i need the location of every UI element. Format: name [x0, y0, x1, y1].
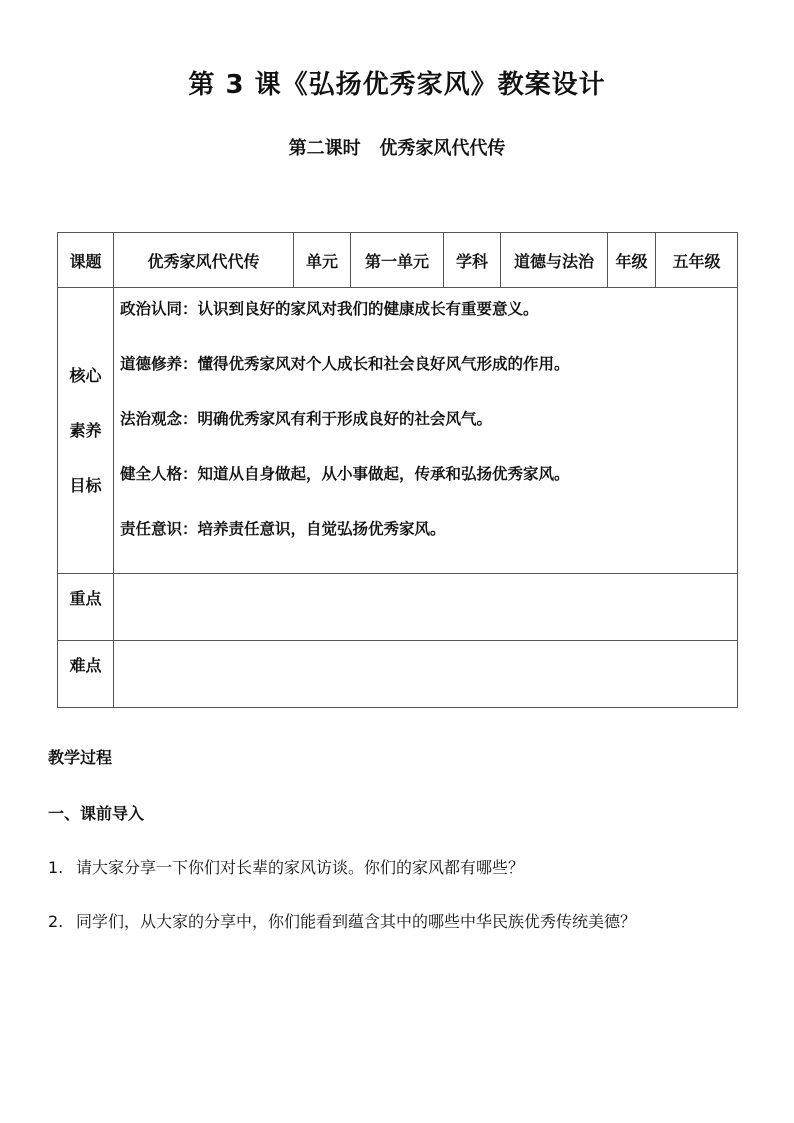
- document-title: 第 3 课《弘扬优秀家风》教案设计: [188, 70, 606, 100]
- goals-row: [58, 288, 738, 574]
- difficulty-value: [114, 641, 738, 708]
- document-subtitle: 第二课时 优秀家风代代传: [288, 138, 506, 159]
- unit-label: 单元: [294, 233, 351, 288]
- goal-political-identity: 政治认同：认识到良好的家风对我们的健康成长有重要意义。: [120, 300, 539, 318]
- unit-value: 第一单元: [351, 233, 444, 288]
- grade-value: 五年级: [656, 233, 738, 288]
- list-item-text: 同学们，从大家的分享中，你们能看到蕴含其中的哪些中华民族优秀传统美德？: [76, 912, 637, 931]
- subject-value: 道德与法治: [501, 233, 608, 288]
- topic-value: 优秀家风代代传: [114, 233, 294, 288]
- table-header-row: [58, 233, 738, 288]
- list-item-number: 2.: [48, 912, 64, 931]
- difficulty-row: [58, 641, 738, 708]
- key-point-value: [114, 574, 738, 641]
- subject-label: 学科: [444, 233, 501, 288]
- topic-label: 课题: [58, 233, 114, 288]
- goal-moral-cultivation: 道德修养：懂得优秀家风对个人成长和社会良好风气形成的作用。: [120, 355, 570, 373]
- goal-sound-personality: 健全人格：知道从自身做起，从小事做起，传承和弘扬优秀家风。: [120, 465, 570, 483]
- key-point-row: [58, 574, 738, 641]
- core-literacy-goals-label: [58, 288, 114, 574]
- teaching-process-heading: 教学过程: [48, 748, 113, 767]
- goals-label-line: 目标: [69, 475, 102, 495]
- key-point-label: 重点: [58, 574, 114, 641]
- grade-label: 年级: [608, 233, 656, 288]
- list-item: [48, 909, 636, 932]
- goals-content: [114, 288, 738, 574]
- goal-rule-of-law: 法治观念：明确优秀家风有利于形成良好的社会风气。: [120, 410, 493, 428]
- lesson-plan-table: [57, 232, 738, 708]
- list-item-number: 1.: [48, 858, 64, 877]
- goal-responsibility: 责任意识：培养责任意识，自觉弘扬优秀家风。: [120, 520, 446, 538]
- goals-label-line: 核心: [69, 365, 102, 385]
- section-intro-heading: 一、课前导入: [48, 804, 145, 823]
- list-item-text: 请大家分享一下你们对长辈的家风访谈。你们的家风都有哪些？: [76, 858, 525, 877]
- goals-label-line: 素养: [69, 420, 102, 440]
- list-item: [48, 855, 524, 878]
- difficulty-label: 难点: [58, 641, 114, 708]
